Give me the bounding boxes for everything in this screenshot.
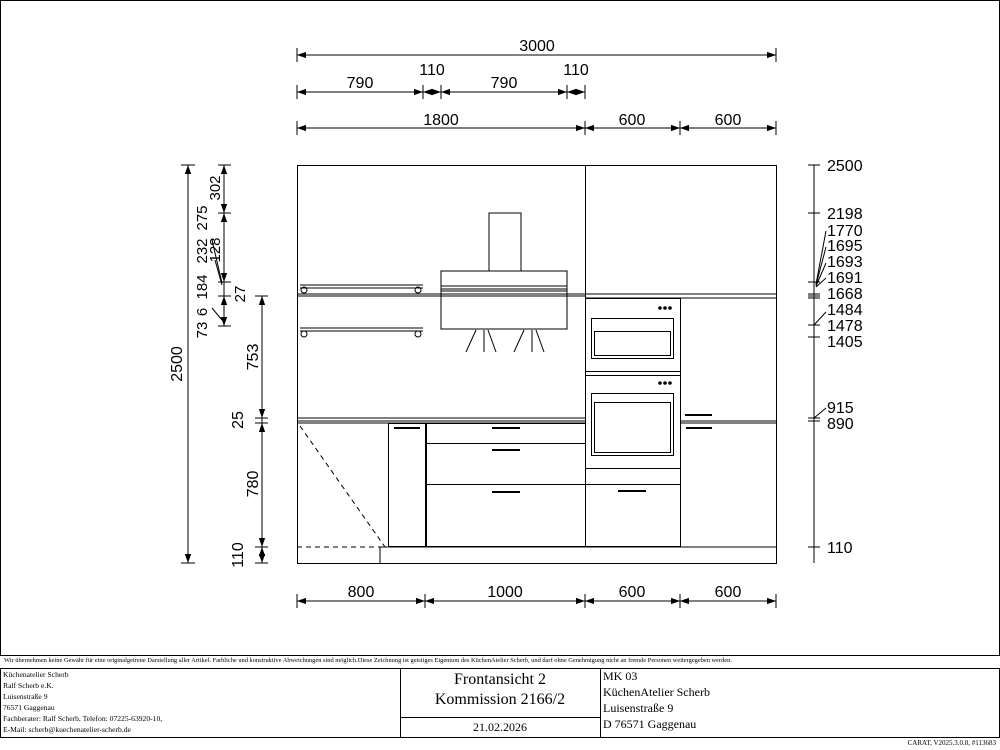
left-overall-height: 2500 [169, 346, 186, 382]
height-label: 110 [827, 540, 853, 557]
company-line: E-Mail: scherb@kuechenatelier-scherb.de [3, 725, 131, 734]
company-line: Fachberater: Ralf Scherb, Telefon: 07225-63920-10, [3, 714, 163, 723]
dim-top-row2-4: 110 [563, 62, 589, 79]
company-line: 76571 Gaggenau [3, 703, 55, 712]
height-label: 890 [827, 416, 854, 433]
dim-top-row2-2: 110 [419, 62, 445, 79]
dim-top-row3-1: 1800 [423, 112, 459, 129]
left-stack-dim: 128 [207, 237, 224, 263]
left-stack-dim: 6 [194, 307, 211, 317]
height-label: 1695 [827, 238, 863, 255]
left-stack-dim: 184 [194, 274, 211, 300]
drawing-title: Frontansicht 2 [454, 671, 546, 688]
height-label: 1484 [827, 302, 863, 319]
height-label: 1691 [827, 270, 863, 287]
left-stack-dim: 275 [194, 205, 211, 231]
left-stack-dim: 302 [207, 175, 224, 201]
drawing-date: 21.02.2026 [473, 720, 527, 734]
drawing-title-cell [400, 668, 600, 737]
height-label: 1405 [827, 334, 863, 351]
height-label: 2198 [827, 206, 863, 223]
studio-line: KüchenAtelier Scherb [603, 685, 710, 699]
left-stack-dim: 27 [232, 285, 249, 303]
height-label: 1478 [827, 318, 863, 335]
dim-overall-width: 3000 [519, 38, 555, 55]
company-line: Luisenstraße 9 [3, 692, 48, 701]
studio-info [600, 668, 1000, 737]
left-stack-dim: 73 [194, 321, 211, 339]
studio-line: Luisenstraße 9 [603, 701, 674, 715]
studio-line: D 76571 Gaggenau [603, 717, 697, 731]
kitchen-elevation [297, 165, 777, 564]
dim-bottom-4: 600 [714, 584, 742, 601]
company-line: Küchenatelier Scherb [3, 670, 69, 679]
height-label: 1693 [827, 254, 863, 271]
right-height-dimensions [808, 165, 826, 563]
disclaimer-text: Wir übernehmen keine Gewähr für eine originalgetreue Darstellung aller Artikel. Farbliche und konstruktive Abweichungen sind möglich.Diese Zeichnung ist geistiges Eigentum des KüchenAtelier Scherb, und darf ohne Genehmigung nicht an fremde Personen weitergegeben werden. [4, 657, 732, 664]
dim-bottom-1: 800 [347, 584, 375, 601]
dim-bottom-3: 600 [618, 584, 646, 601]
left-column-dim: 780 [245, 470, 262, 498]
left-column-dim: 25 [230, 411, 247, 429]
studio-line: MK 03 [603, 669, 638, 683]
company-info [0, 668, 400, 737]
left-column-dim: 110 [230, 542, 247, 568]
left-stack-dim: 232 [194, 238, 211, 264]
height-label: 1668 [827, 286, 863, 303]
height-label: 2500 [827, 158, 863, 175]
company-line: Ralf Scherb e.K. [3, 681, 54, 690]
dim-bottom-2: 1000 [487, 584, 523, 601]
commission-number: Kommission 2166/2 [434, 691, 566, 708]
left-column-dim: 753 [245, 343, 262, 371]
dim-top-row2-3: 790 [490, 75, 518, 92]
height-label: 915 [827, 400, 854, 417]
dim-top-row2-1: 790 [346, 75, 374, 92]
height-label: 1770 [827, 223, 863, 240]
dim-top-row3-2: 600 [618, 112, 646, 129]
dim-top-row3-3: 600 [714, 112, 742, 129]
software-version: CARAT, V2025.3.0.8, #113683 [907, 739, 996, 747]
